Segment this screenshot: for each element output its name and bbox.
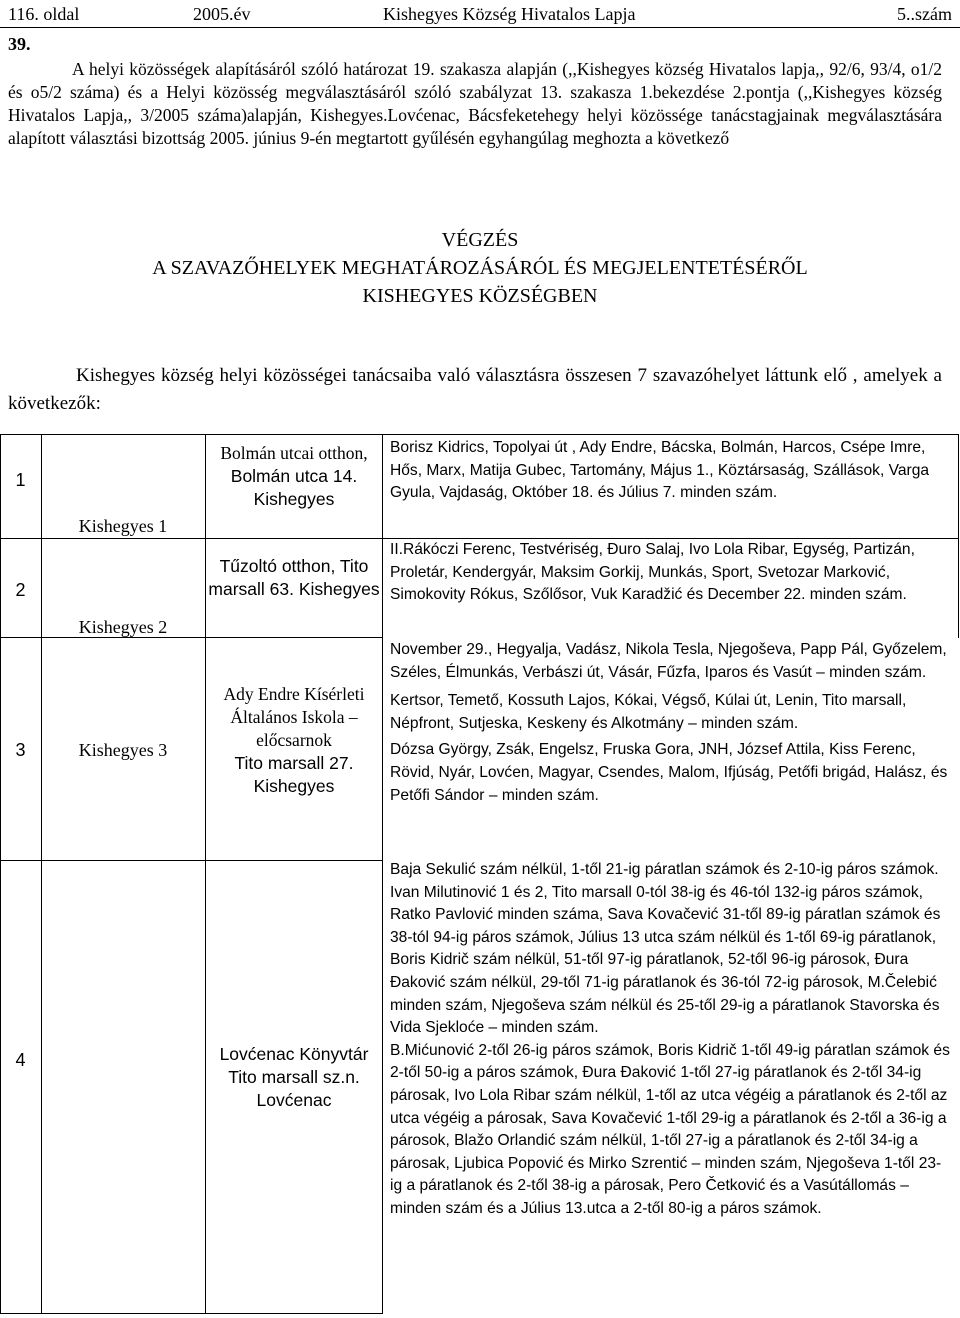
street-paragraph: II.Rákóczi Ferenc, Testvériség, Đuro Salaj, Ivo Lola Ribar, Egység, Partizán, Proletár, Kendergyár, Maksim Gorkij, Munkás, Sport, Svetozar Marković, Simokovity Rókus, Szőlősor, Vuk Karadžić és December 22. minden szám. xyxy=(390,541,915,604)
intro-paragraph: A helyi közösségek alapításáról szóló határozat 19. szakasza alapján (,,Kishegyes község Hivatalos lapja,, 92/6, 93/4, o1/2 és o5/2 száma) és a Helyi közösség megválasztásáról szóló szabályzat 13. szakasza 1.bekezdése 2.pontja (,,Kishegyes község Hivatalos Lapja,, 3/2005 száma)alapján, Kishegyes.Lovćenac, Bácsfeketehegy helyi közössége tanácstagjainak megválasztására alapított választási bizottság 2005. június 9-én megtartott gyűlésén egyhangúlag meghozta a következő xyxy=(8,59,942,148)
street-paragraph: Dózsa György, Zsák, Engelsz, Fruska Gora, JNH, József Attila, Kiss Ferenc, Rövid, Nyár, Lovćen, Magyar, Csendes, Malom, Ifjúság, Petőfi brigád, Halász, és Petőfi Sándor – minden szám. xyxy=(390,741,948,804)
row-number: 4 xyxy=(15,1050,26,1070)
street-paragraph: Baja Sekulić szám nélkül, 1-től 21-ig páratlan számok és 2-10-ig páros számok. Ivan Milutinović 1 és 2, Tito marsall 0-tól 38-ig és 46-tól 132-ig páros számok, Ratko Pavlović minden száma, Sava Kovačević 31-től 89-ig páratlan számok és 38-tól 94-ig páros számok, Július 13 utca szám nélkül és 1-től 69-ig páratlanok, Boris Kidrič szám nélkül, 51-től 97-ig páratlanok, 52-től 96-ig párosok, Đura Đaković szám nélkül, 29-től 71-ig páratlanok és 36-tól 72-ig párosok, M.Čelebić minden szám, Njegoševa szám nélkül és 25-től 29-ig a páratlanok Stavorska és Vida Sjekloće – minden szám. xyxy=(390,861,941,1037)
street-paragraph: Kertsor, Temető, Kossuth Lajos, Kókai, Végső, Kúlai út, Lenin, Tito marsall, Népfront, Sutjeska, Keskeny és Alkotmány – minden szám. xyxy=(390,692,907,732)
header-year: 2005.év xyxy=(193,4,251,24)
street-paragraph: Borisz Kidrics, Topolyai út , Ady Endre, Bácska, Bolmán, Harcos, Csépe Imre, Hős, Marx, Matija Gubec, Tartomány, Május 1., Köztársaság, Szállások, Varga Gyula, Vajdaság, Október 18. és Július 7. minden szám. xyxy=(390,439,930,502)
publication-title: Kishegyes Község Hivatalos Lapja xyxy=(383,4,636,24)
issue-number: 5..szám xyxy=(897,4,952,24)
document-number: 39. xyxy=(8,34,31,54)
street-paragraph: November 29., Hegyalja, Vadász, Nikola Tesla, Njegoševa, Papp Pál, Győzelem, Széles, Élmunkás, Verbászi út, Vásár, Fűzfa, Iparos és Vasút – minden szám. xyxy=(390,641,947,681)
heading-line-1: VÉGZÉS xyxy=(441,229,519,251)
table-border-bottom xyxy=(0,1313,383,1314)
street-list xyxy=(390,859,950,1221)
table-border-right xyxy=(958,434,959,638)
row-divider-3 xyxy=(0,860,383,861)
station-name: Kishegyes 3 xyxy=(78,740,168,760)
table-border-top xyxy=(0,434,959,435)
street-list xyxy=(390,539,950,607)
station-location: Bolmán utcai otthon, Bolmán utca 14. Kishegyes xyxy=(220,443,368,509)
heading-line-3: KISHEGYES KÖZSÉGBEN xyxy=(362,285,598,307)
station-name: Kishegyes 1 xyxy=(78,516,168,536)
table-divider-place xyxy=(382,434,383,1314)
station-location: Lovćenac Könyvtár Tito marsall sz.n. Lovćenac xyxy=(219,1044,369,1110)
table-divider-number xyxy=(41,434,42,1314)
page-number: 116. oldal xyxy=(8,4,80,24)
street-paragraph: B.Mićunović 2-től 26-ig páros számok, Boris Kidrič 1-től 49-ig páratlan számok és 2-től 50-ig a páros számok, Đura Đaković 1-től 27-ig páratlanok és 2-től 34-ig párosak, Ivo Lola Ribar szám nélkül, 1-től az utca végéig a páratlanok és 2-től az utca végéig a párosak, Sava Kovačević 1-től 29-ig a páratlanok és 2-től a 36-ig a párosok, Blažo Orlandić szám nélkül, 1-től 27-ig a páratlanok és 2-től 34-ig a párosak, Ljubica Popović és Mirko Szrentić – minden szám, Njegoševa 1-től 23-ig a páratlanok és 2-től 38-ig a párosak, Pero Četković és a Vasútállomás – minden szám és a Július 13.utca a 2-től 80-ig a páros számok. xyxy=(390,1041,950,1217)
row-number: 3 xyxy=(15,740,26,760)
street-list xyxy=(390,437,950,505)
row-number: 1 xyxy=(15,470,26,490)
row-number: 2 xyxy=(15,580,26,600)
station-name: Kishegyes 2 xyxy=(78,617,168,637)
table-border-left xyxy=(0,434,1,1314)
street-list xyxy=(390,639,950,807)
station-location: Tűzoltó otthon, Tito marsall 63. Kishegyes xyxy=(208,556,380,599)
summary-paragraph: Kishegyes község helyi közösségei tanácsaiba való választásra összesen 7 szavazóhelyet láttunk elő , amelyek a következők: xyxy=(8,365,942,414)
heading-line-2: A SZAVAZŐHELYEK MEGHATÁROZÁSÁRÓL ÉS MEGJELENTETÉSÉRŐL xyxy=(152,257,808,279)
station-location: Ady Endre Kísérleti Általános Iskola – előcsarnok Tito marsall 27. Kishegyes xyxy=(223,684,365,796)
